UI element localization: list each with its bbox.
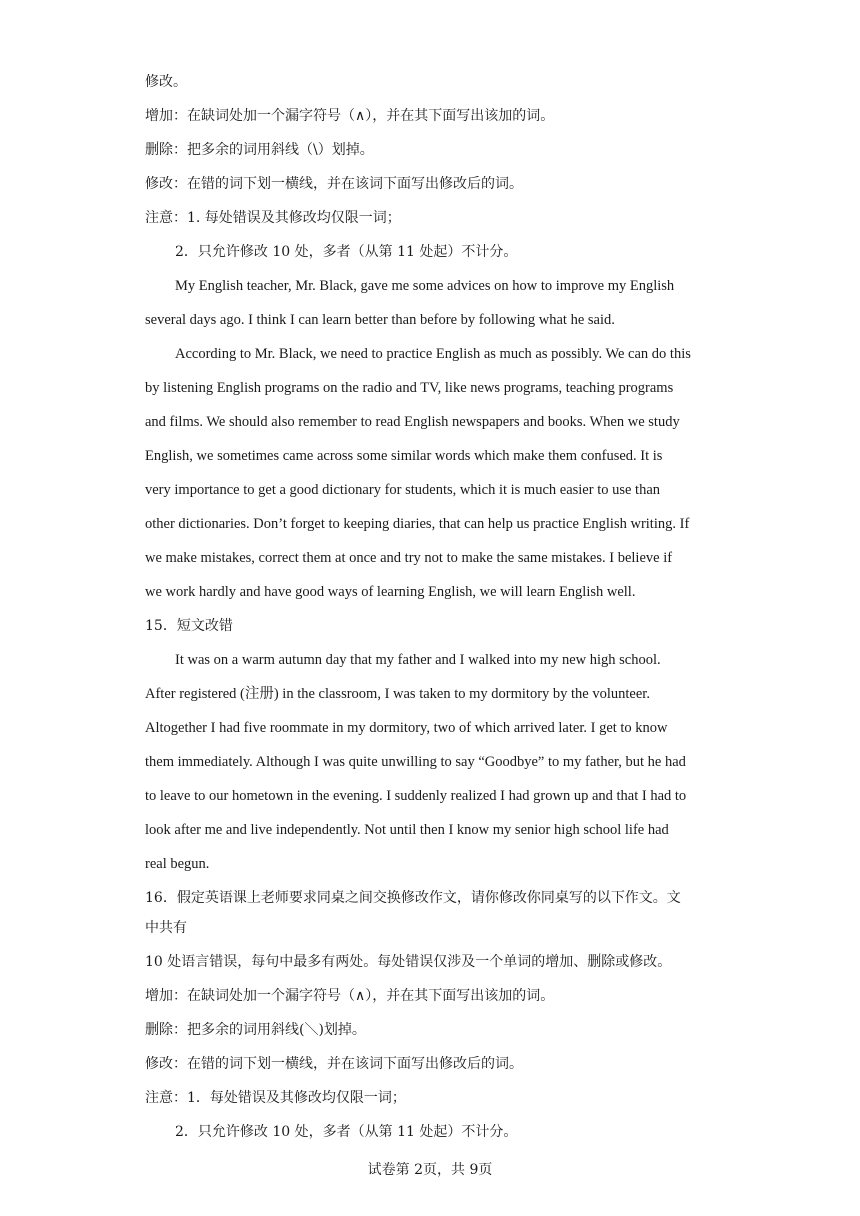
passage-line: real begun. xyxy=(145,856,210,872)
text-line: 修改。 xyxy=(145,74,187,90)
text-line: 删除：把多余的词用斜线(＼)划掉。 xyxy=(145,1022,366,1038)
text-line: 修改：在错的词下划一横线，并在该词下面写出修改后的词。 xyxy=(145,1056,523,1072)
text-line: 10 处语言错误，每句中最多有两处。每处错误仅涉及一个单词的增加、删除或修改。 xyxy=(145,954,672,970)
passage-line: English, we sometimes came across some similar words which make them confused. It is xyxy=(145,448,663,464)
text-line: 注意：1．每处错误及其修改均仅限一词； xyxy=(145,1090,406,1106)
text-line: 修改：在错的词下划一横线，并在该词下面写出修改后的词。 xyxy=(145,176,523,192)
question-heading: 15．短文改错 xyxy=(145,618,233,634)
passage-line: Altogether I had five roommate in my dormitory, two of which arrived later. I get to know xyxy=(145,720,668,736)
text-line: 2．只允许修改 10 处，多者（从第 11 处起）不计分。 xyxy=(175,244,518,260)
passage-line: we make mistakes, correct them at once and try not to make the same mistakes. I believe if xyxy=(145,550,673,566)
passage-line: to leave to our hometown in the evening. I suddenly realized I had grown up and that I had to xyxy=(145,788,687,804)
text-line: 2．只允许修改 10 处，多者（从第 11 处起）不计分。 xyxy=(175,1124,518,1140)
text-line: 中共有 xyxy=(145,920,187,936)
passage-line: According to Mr. Black, we need to practice English as much as possibly. We can do this xyxy=(175,346,691,362)
text-line: 注意：1. 每处错误及其修改均仅限一词； xyxy=(145,210,401,226)
page-footer: 试卷第 2页，共 9页 xyxy=(367,1162,493,1178)
passage-line: them immediately. Although I was quite unwilling to say “Goodbye” to my father, but he had xyxy=(145,754,686,770)
passage-line: very importance to get a good dictionary for students, which it is much easier to use than xyxy=(145,482,661,498)
passage-line: look after me and live independently. Not until then I know my senior high school life had xyxy=(145,822,669,838)
passage-line: It was on a warm autumn day that my father and I walked into my new high school. xyxy=(175,652,661,668)
passage-line: and films. We should also remember to read English newspapers and books. When we study xyxy=(145,414,680,430)
passage-line: several days ago. I think I can learn better than before by following what he said. xyxy=(145,312,615,328)
passage-line: other dictionaries. Don’t forget to keeping diaries, that can help us practice English writing. If xyxy=(145,516,690,532)
passage-line: After registered (注册) in the classroom, I was taken to my dormitory by the volunteer. xyxy=(145,686,650,702)
question-heading: 16．假定英语课上老师要求同桌之间交换修改作文，请你修改你同桌写的以下作文。文 xyxy=(145,890,681,906)
text-line: 增加：在缺词处加一个漏字符号（∧），并在其下面写出该加的词。 xyxy=(145,988,555,1004)
text-line: 增加：在缺词处加一个漏字符号（∧），并在其下面写出该加的词。 xyxy=(145,108,555,124)
passage-line: we work hardly and have good ways of learning English, we will learn English well. xyxy=(145,584,636,600)
text-line: 删除：把多余的词用斜线（\）划掉。 xyxy=(145,142,374,158)
passage-line: My English teacher, Mr. Black, gave me some advices on how to improve my English xyxy=(175,278,675,294)
passage-line: by listening English programs on the radio and TV, like news programs, teaching programs xyxy=(145,380,674,396)
